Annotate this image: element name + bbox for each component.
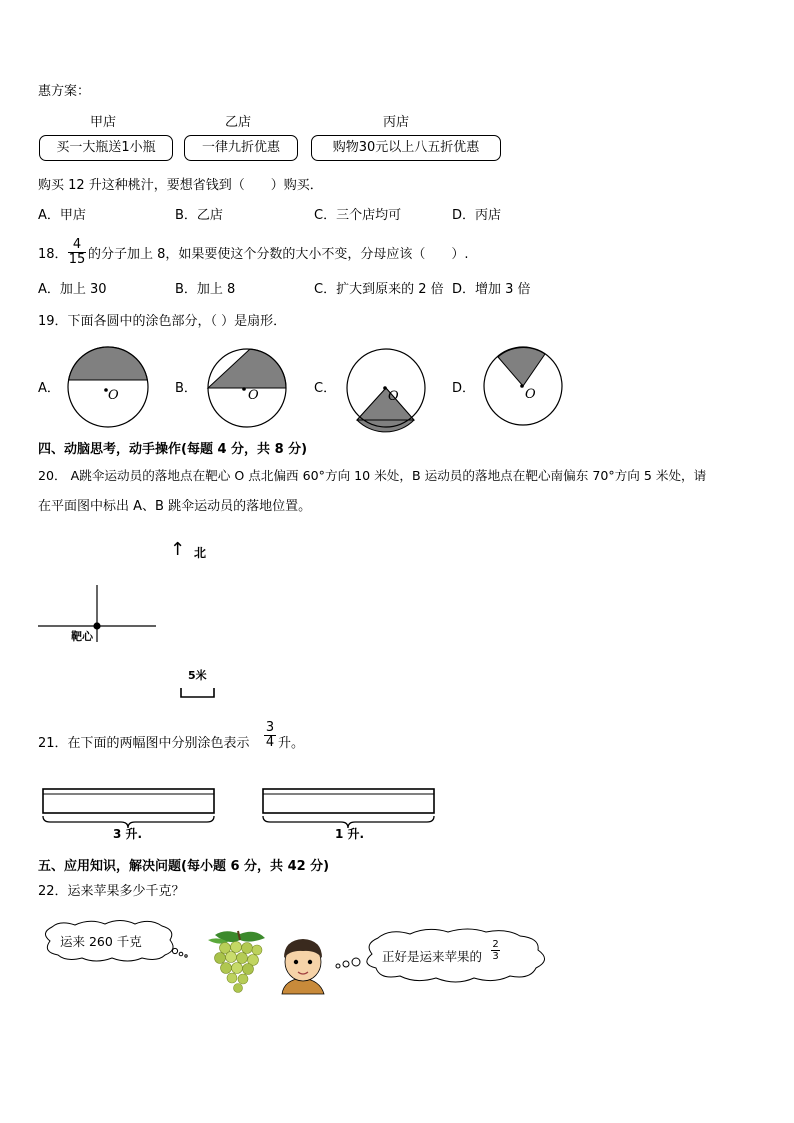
grapes-icon xyxy=(208,931,265,993)
circle-c-center-label: O xyxy=(388,389,399,404)
target-center-label: 靶心 xyxy=(71,630,93,643)
q18-question: 的分子加上 8，如果要使这个分数的大小不变，分母应该（ ）. xyxy=(88,247,469,262)
section4-heading: 四、动脑思考，动手操作(每题 4 分，共 8 分) xyxy=(38,442,308,457)
q17-option-a: A．甲店 xyxy=(38,208,86,223)
q18-number: 18． xyxy=(38,247,68,262)
q22-question: 22．运来苹果多少千克？ xyxy=(38,884,185,899)
section5-heading: 五、应用知识，解决问题(每小题 6 分，共 42 分) xyxy=(38,859,330,874)
shop-bing-offer: 购物30元以上八五折优惠 xyxy=(311,135,501,161)
bubble-right-text: 正好是运来苹果的 xyxy=(382,949,483,964)
q22-fraction-numerator: 2 xyxy=(492,939,499,950)
shop-yi-name: 乙店 xyxy=(225,115,252,130)
q18-fraction-denominator: 15 xyxy=(68,252,86,267)
bar2-label: 1 升. xyxy=(335,827,365,841)
boy-icon xyxy=(282,939,324,994)
q20-text-line2: 在平面图中标出 A、B 跳伞运动员的落地位置。 xyxy=(38,499,312,514)
q18-option-d: D．增加 3 倍 xyxy=(452,282,531,297)
q19-label-c: C． xyxy=(314,381,337,396)
q21-fraction-denominator: 4 xyxy=(265,735,275,750)
bubble-left-text: 运来 260 千克 xyxy=(60,934,142,949)
q17-question: 购买 12 升这种桃汁，要想省钱到（ ）购买． xyxy=(38,178,323,193)
q17-option-c: C．三个店均可 xyxy=(314,208,402,223)
q20-text-line1: 20． A跳伞运动员的落地点在靶心 O 点北偏西 60°方向 10 米处，B 运动员的落地点在靶心南偏东 70°方向 5 米处，请 xyxy=(38,468,707,483)
q19-label-a: A． xyxy=(38,381,60,396)
shop-yi-offer: 一律九折优惠 xyxy=(184,135,298,161)
shop-jia-name: 甲店 xyxy=(90,115,117,130)
q21-unit: 升。 xyxy=(278,736,305,751)
q18-fraction-numerator: 4 xyxy=(68,238,86,253)
circle-b-center-label: O xyxy=(248,388,259,403)
q17-option-d: D．丙店 xyxy=(452,208,502,223)
north-arrow-icon: ↑ xyxy=(170,539,186,560)
bar1-label: 3 升. xyxy=(113,827,143,841)
q19-label-b: B． xyxy=(175,381,197,396)
q21-question: 21．在下面的两幅图中分别涂色表示 xyxy=(38,736,250,751)
q19-question: 19．下面各圆中的涂色部分，（ ）是扇形． xyxy=(38,314,287,329)
q22-fraction xyxy=(491,939,500,962)
q18-option-c: C．扩大到原来的 2 倍 xyxy=(314,282,444,297)
q21-fraction-numerator: 3 xyxy=(265,720,275,735)
north-label: 北 xyxy=(194,546,207,560)
q18-option-b: B．加上 8 xyxy=(175,282,236,297)
circle-a-center-label: O xyxy=(108,388,119,403)
shop-bing-name: 丙店 xyxy=(383,115,410,130)
scale-label: 5米 xyxy=(188,669,207,682)
q22-fraction-denominator: 3 xyxy=(492,951,499,962)
q18-option-a: A．加上 30 xyxy=(38,282,107,297)
q17-option-b: B．乙店 xyxy=(175,208,223,223)
shop-jia-offer: 买一大瓶送1小瓶 xyxy=(39,135,173,161)
q19-label-d: D． xyxy=(452,381,476,396)
intro-label: 惠方案： xyxy=(38,84,91,99)
circle-d-center-label: O xyxy=(525,387,536,402)
